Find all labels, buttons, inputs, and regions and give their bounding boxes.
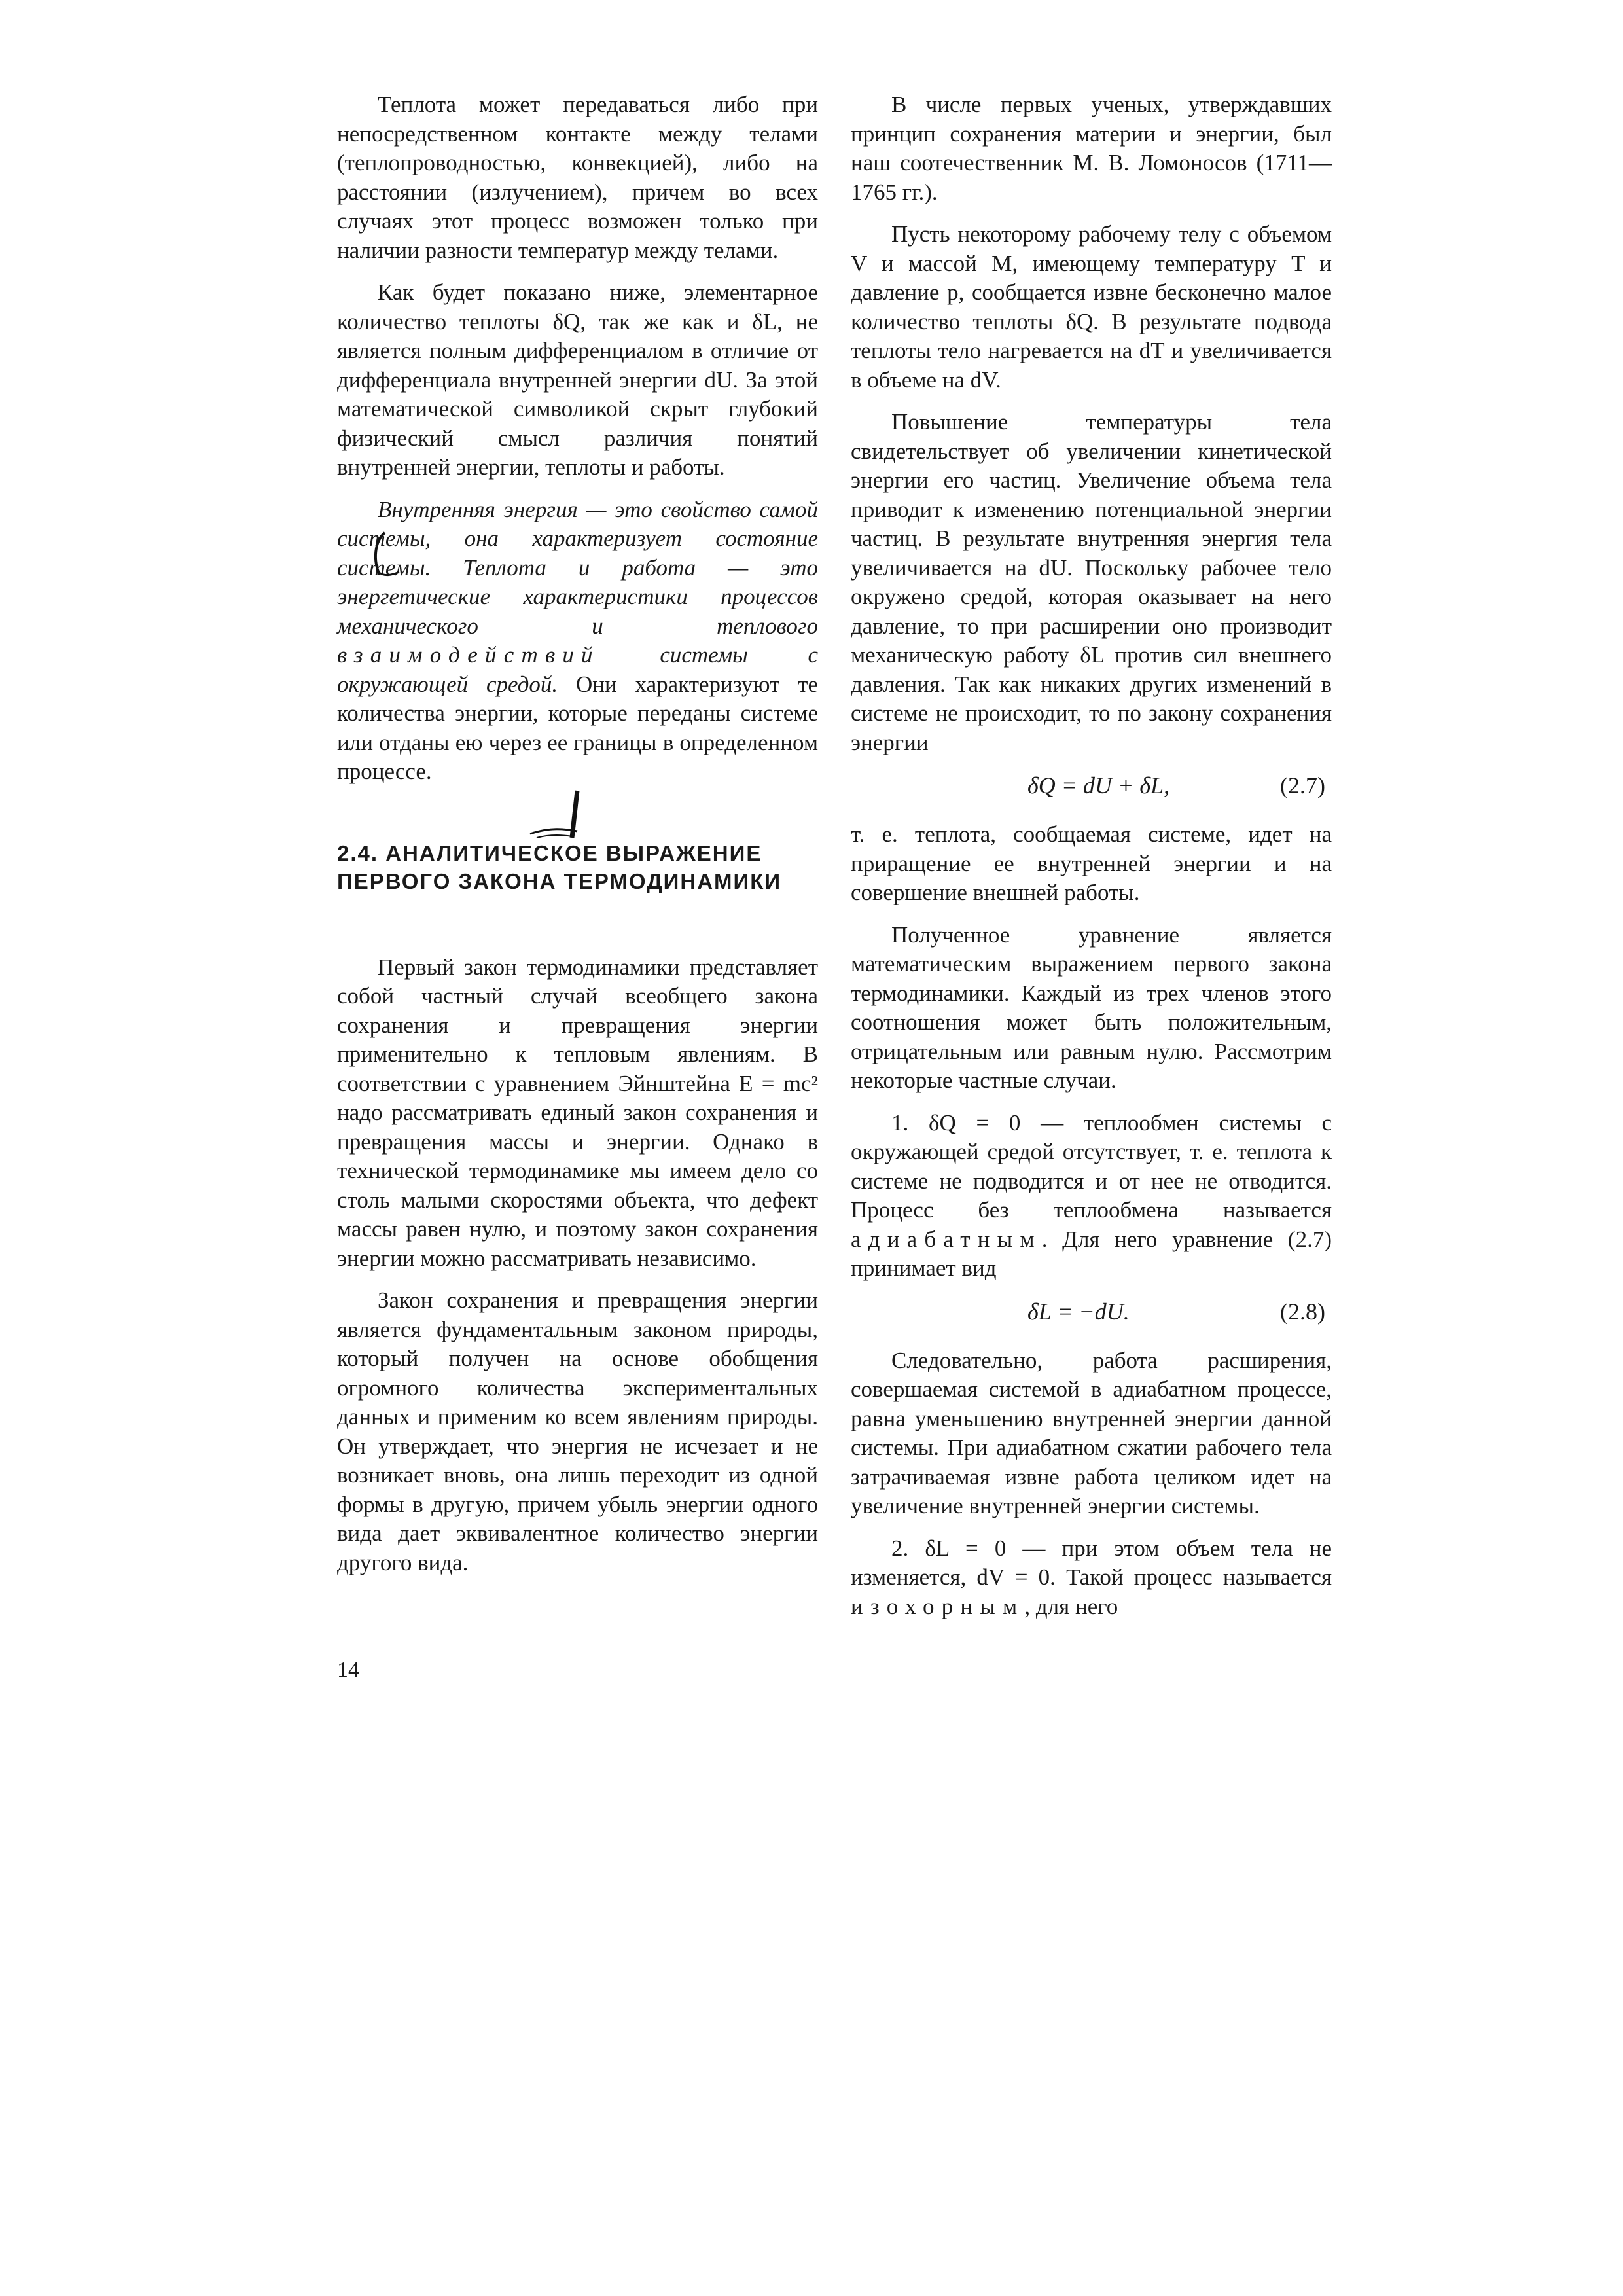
handwritten-bracket-close-mark bbox=[524, 785, 596, 844]
definition-text-a: Внутренняя энергия — это свойство самой системы, она характеризует состояние системы. Теплота и работа — это энергетические характеристики процессов механического и теплового bbox=[337, 496, 818, 639]
paragraph-conservation-law: Закон сохранения и превращения энергии является фундаментальным законом природы, который получен на основе обобщения огромного количества экспериментальных данных и применим ко всем явлениям природы. Он утверждает, что энергия не исчезает и не возникает вновь, она лишь переходит из одной формы в другую, причем убыль энергии одного вида дает эквивалентное количество энергии другого вида. bbox=[337, 1287, 818, 1575]
adiabatic-text-b: . Для него уравнение (2.7) принимает вид bbox=[851, 1226, 1332, 1281]
paragraph-definition bbox=[337, 495, 818, 787]
equation-2-8-number: (2.8) bbox=[1280, 1298, 1325, 1325]
paragraph-heat-transfer: Теплота может передаваться либо при непосредственном контакте между телами (теплопроводностью, конвекцией), либо на расстоянии (излучением), причем во всех случаях этот процесс возможен только при наличии разности температур между телами. bbox=[337, 92, 818, 263]
equation-2-7-number: (2.7) bbox=[1280, 772, 1325, 798]
paragraph-lomonosov: В числе первых ученых, утверждавших принцип сохранения материи и энергии, был наш соотечественник М. В. Ломоносов (1711—1765 гг.). bbox=[851, 92, 1332, 205]
definition-text-b: системы с окружающей средой. bbox=[337, 642, 818, 697]
paragraph-working-body: Пусть некоторому рабочему телу с объемом V и массой M, имеющему температуру T и давление p, сообщается извне бесконечно малое количество теплоты δQ. В результате подвода теплоты тело нагревается на dT и увеличивается в объеме на dV. bbox=[851, 221, 1332, 393]
adiabatic-text-a: 1. δQ = 0 — теплообмен системы с окружающей средой отсутствует, т. е. теплота к системе не подводится и от нее не отводится. Процесс без теплообмена называется bbox=[851, 1109, 1332, 1223]
paragraph-adiabatic-work: Следовательно, работа расширения, совершаемая системой в адиабатном процессе, равна уменьшению внутренней энергии данной системы. При адиабатном сжатии рабочего тела затрачиваемая извне работа целиком идет на увеличение внутренней энергии системы. bbox=[851, 1347, 1332, 1518]
equation-2-8 bbox=[851, 1297, 1332, 1327]
isochoric-text-a: 2. δL = 0 — при этом объем тела не изменяется, dV = 0. Такой процесс называется bbox=[851, 1535, 1332, 1590]
handwritten-bracket-open-mark bbox=[365, 529, 404, 581]
page-number: 14 bbox=[337, 1658, 359, 1682]
isochoric-spaced-word: изохорным bbox=[851, 1593, 1025, 1619]
definition-spaced-word: взаимодействий bbox=[337, 642, 600, 668]
equation-2-7-formula: δQ = dU + δL, bbox=[1027, 772, 1170, 798]
right-column bbox=[851, 90, 1332, 1634]
equation-2-8-formula: δL = −dU. bbox=[1027, 1298, 1130, 1325]
paragraph-first-law: Первый закон термодинамики представляет собой частный случай всеобщего закона сохранения и превращения энергии применительно к тепловым явлениям. В соответствии с уравнением Эйнштейна E = mc² надо рассматривать единый закон сохранения и превращения массы и энергии. Однако в технической термодинамике мы имеем дело со столь малыми скоростями объекта, что дефект массы равен нулю, и поэтому закон сохранения энергии можно рассматривать независимо. bbox=[337, 954, 818, 1271]
isochoric-text-b: , для него bbox=[1024, 1593, 1118, 1619]
section-heading: 2.4. АНАЛИТИЧЕСКОЕ ВЫРАЖЕНИЕ ПЕРВОГО ЗАКОНА ТЕРМОДИНАМИКИ bbox=[337, 840, 782, 893]
equation-2-7 bbox=[851, 770, 1332, 800]
paragraph-heat-meaning: т. е. теплота, сообщаемая системе, идет на приращение ее внутренней энергии и на совершение внешней работы. bbox=[851, 821, 1332, 905]
adiabatic-spaced-word: адиабатным bbox=[851, 1226, 1042, 1252]
paragraph-temperature: Повышение температуры тела свидетельствует об увеличении кинетической энергии его частиц. Увеличение объема тела приводит к изменению потенциальной энергии частиц. В результате внутренняя энергия тела увеличивается на dU. Поскольку рабочее тело окружено средой, которая оказывает на него давление, то при расширении оно производит механическую работу δL против сил внешнего давления. Так как никаких других изменений в системе не происходит, то по закону сохранения энергии bbox=[851, 409, 1332, 755]
definition-text-c: Они характеризуют те количества энергии, которые переданы системе или отданы ею через ее границы в определенном процессе. bbox=[337, 671, 818, 784]
paragraph-differential: Как будет показано ниже, элементарное количество теплоты δQ, так же как и δL, не является полным дифференциалом в отличие от дифференциала внутренней энергии dU. За этой математической символикой скрыт глубокий физический смысл различия понятий внутренней энергии, теплоты и работы. bbox=[337, 279, 818, 480]
paragraph-isochoric bbox=[851, 1534, 1332, 1622]
paragraph-adiabatic bbox=[851, 1109, 1332, 1283]
paragraph-equation-terms: Полученное уравнение является математическим выражением первого закона термодинамики. Каждый из трех членов этого соотношения может быть положительным, отрицательным или равным нулю. Рассмотрим некоторые частные случаи. bbox=[851, 922, 1332, 1093]
